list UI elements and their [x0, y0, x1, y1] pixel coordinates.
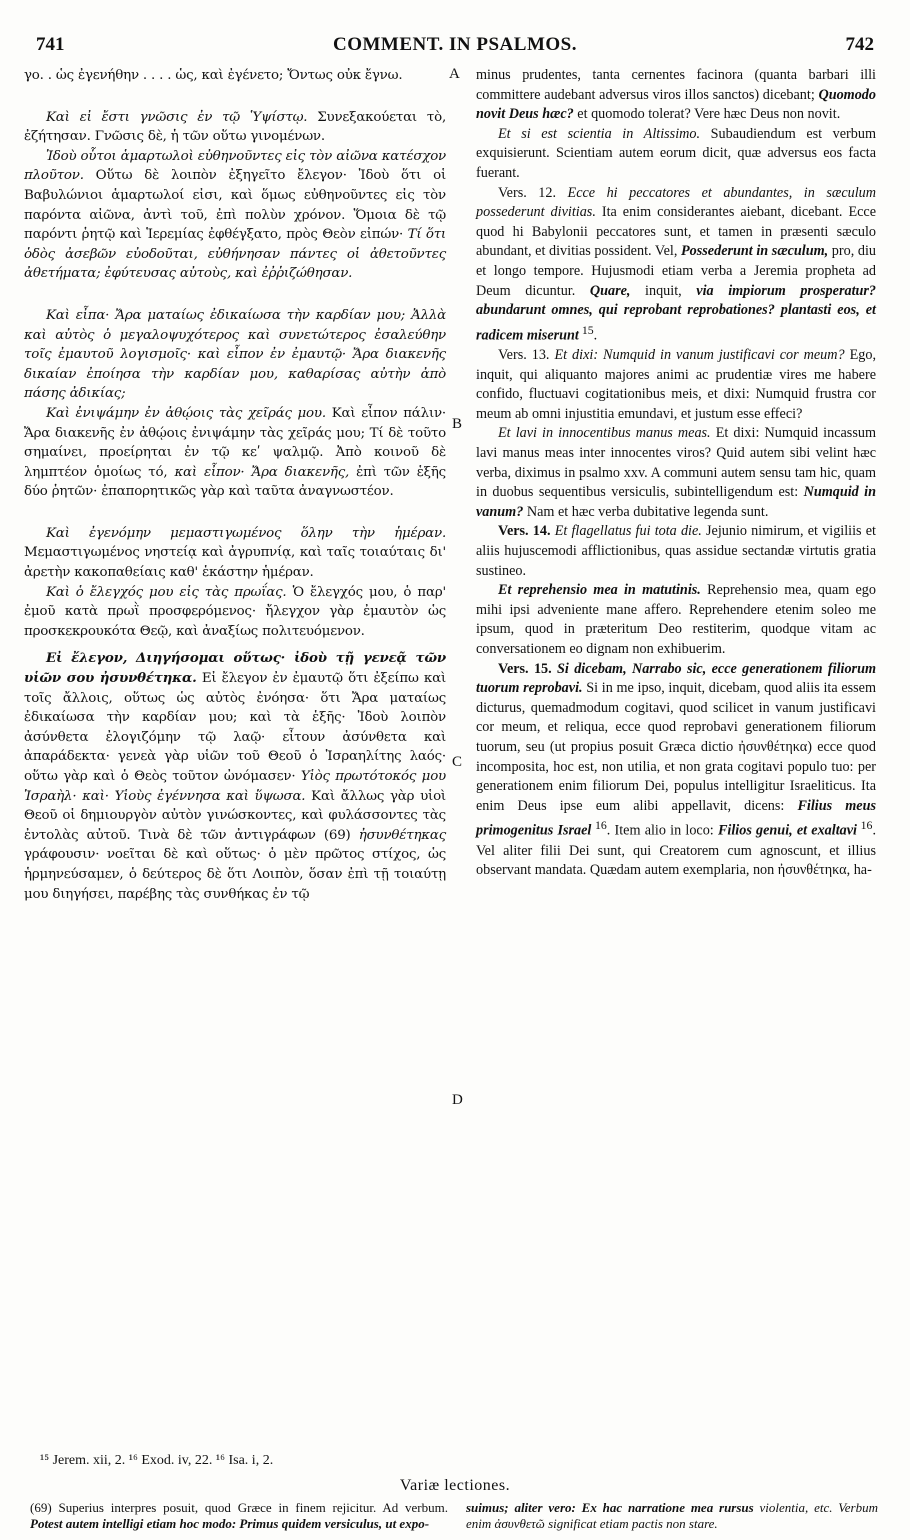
variae-lectiones-left: (69) Superius interpres posuit, quod Græce in finem rejicitur. Ad verbum. Potest autem intelligi etiam hoc modo: Primus quidem versiculus, ut expo-	[30, 1500, 448, 1531]
margin-letter-c: C	[452, 754, 463, 770]
running-title: COMMENT. IN PSALMOS.	[333, 34, 577, 55]
variae-lectiones-right: suimus; aliter vero: Ex hac narratione mea rursus violentia, etc. Verbum enim ἀσυνθετῶ significat etiam pactis non stare.	[466, 1500, 879, 1531]
greek-paragraph: γο. . ὡς ἐγενήθην . . . . ὡς, καὶ ἐγένετο; Ὄντως οὐκ ἔγνω.	[24, 68, 403, 83]
footnote-references: ¹⁵ Jerem. xii, 2. ¹⁶ Exod. iv, 22. ¹⁶ Isa. i, 2.	[40, 1453, 274, 1468]
greek-paragraph: Καὶ ὁ ἔλεγχός μου εἰς τὰς πρωΐας. Ὁ ἔλεγχός μου, ὁ παρ' ἐμοῦ κατὰ πρωῒ προσφερόμενος· ἤλεγχον γὰρ ἐμαυτὸν ὡς προσκεκρουκότα Θεῷ, καὶ ἀναξίως πολιτευόμενον.	[24, 584, 446, 639]
latin-paragraph: minus prudentes, tanta cernentes facinora (quanta barbari illi committere audebant adversus viros illos sanctos) dicebant; Quomodo novit Deus hæc? et quomodo tolerat? Vere hæc Deus non novit.	[476, 67, 876, 123]
margin-letter-d: D	[452, 1092, 463, 1108]
latin-paragraph: Et reprehensio mea in matutinis. Reprehensio mea, quam ego mihi ipsi adveniente mane affero. Reprehendere etenim soleo me ipsum, quod in præteritum Deo restiterim, quodque vitam ac conversationem eo dignam non exhibuerim.	[476, 582, 876, 657]
greek-column	[24, 66, 446, 904]
variae-lectiones-title: Variæ lectiones.	[399, 1477, 511, 1494]
margin-letter-b: B	[452, 416, 463, 432]
latin-paragraph: Vers. 13. Et dixi: Numquid in vanum justificavi cor meum? Ego, inquit, qui aliquanto majores animi ac prudentiæ vires me habere confido, fluctuavi cogitationibus meis, et dixi: Numquid frustra cor meum ab omni injustitia emundavi, et justum esse effeci?	[476, 347, 877, 422]
greek-paragraph: Καὶ εἶπα· Ἄρα ματαίως ἐδικαίωσα τὴν καρδίαν μου; Ἀλλὰ καὶ αὐτὸς ὁ μεγαλοψυχότερος καὶ συνετώτερος ἐσαλεύθην τοῖς ἐμαυτοῦ λογισμοῖς· καὶ εἶπον ἐν ἐμαυτῷ· Ἄρα διακενῆς δικαίαν ἐποίησα τὴν καρδίαν μου, καθαρίσας αὐτὴν ἀπὸ πάσης ἀδικίας;	[24, 307, 446, 402]
latin-paragraph: Et si est scientia in Altissimo. Subaudiendum est verbum exquisierunt. Scientiam autem eorum dicit, quæ adversus eos facta fuerant.	[476, 125, 876, 181]
margin-letter-a: A	[449, 66, 460, 82]
page-number-right: 742	[845, 34, 874, 55]
greek-paragraph: Καὶ ἐνιψάμην ἐν ἀθῴοις τὰς χεῖράς μου. Καὶ εἶπον πάλιν· Ἄρα διακενῆς ἐν ἀθῴοις ἐνιψάμην τὰς χεῖράς μου; Τί δὲ τοῦτο σημαίνει, προείρηται ἐν τῷ κεʹ ψαλμῷ. Ἀπὸ κοινοῦ δὲ λημπτέον ὁμοίως τό, καὶ εἶπον· Ἄρα διακενῆς, ἐπὶ τῶν ἑξῆς δύο ῥητῶν· ἐπαπορητικῶς γὰρ καὶ ταῦτα ἀναγνωστέον.	[24, 405, 446, 500]
page-header	[36, 34, 874, 60]
latin-paragraph: Vers. 15. Si dicebam, Narrabo sic, ecce generationem filiorum tuorum reprobavi. Si in me ipso, inquit, dicebam, quod aliis ita essem dicturus, quemadmodum cogitavi, quod scilicet in vanum justificavi cor meum, et reliqua, ecce quod reprobavi generationem filiorum tuorum, seu (ut propius posuit Græca dictio ἠσυνθέτηκα) ecce quod incomposita, hoc est, non utilia, et non grata cogitavi populo tuo: per generationem enim filiorum Dei, populus intelligitur Israeliticus. Ita enim Deus ipse eum alibi appellavit, dicens: Filius meus primogenitus Israel $^{16}$. Item alio in loco: Filios genui, et exaltavi $^{16}$. Vel aliter filii Dei sunt, qui Creatorem cum agnoscunt, et illius observant mandata. Quædam autem exemplaria, non ἠσυνθέτηκα, ha-	[476, 660, 877, 879]
page-number-left: 741	[36, 34, 65, 55]
greek-paragraph: Ἰδοὺ οὗτοι ἁμαρτωλοὶ εὐθηνοῦντες εἰς τὸν αἰῶνα κατέσχον πλοῦτον. Οὕτω δὲ λοιπὸν ἐξηγεῖτο ἔλεγον· Ἰδοὺ ὅτι οἱ Βαβυλώνιοι ἁμαρτωλοί εἰσι, καὶ ὅμως εὐθηνοῦντες εἰς τὸν παρόντα αἰῶνα, ἀντὶ τοῦ, ἐπὶ πολὺν χρόνον. Ὅμοια δὲ τῷ παρόντι ῥητῷ καὶ Ἱερεμίας ἐφθέγξατο, πρὸς Θεὸν εἰπών· Τί ὅτι ὁδὸς ἀσεβῶν εὐοδοῦται, εὐθήνησαν πάντες οἱ ἀθετοῦντες ἀθετήματα; ἐφύτευσας αὐτοὺς, καὶ ἐῤῥιζώθησαν.	[24, 148, 446, 282]
latin-column	[476, 66, 876, 881]
greek-paragraph: Καὶ ἐγενόμην μεμαστιγωμένος ὅλην τὴν ἡμέραν. Μεμαστιγωμένος νηστείᾳ καὶ ἀγρυπνίᾳ, καὶ ταῖς τοιαύταις δι' ἀρετὴν κακοπαθείαις καθ' ἑκάστην ἡμέραν.	[24, 525, 446, 581]
latin-paragraph: Vers. 12. Ecce hi peccatores et abundantes, in sæculum possederunt divitias. Ita enim considerantes aiebant, dicebant. Ecce quod hi Babylonii peccatores sunt, et tamen in præsenti sæculo abundant, et divitias possident. Vel, Possederunt in sæculum, pro, diu et longo tempore. Hujusmodi etiam verba a Jeremia propheta ad Deum dicuntur. Quare, inquit, via impiorum prosperatur? abundarunt omnes, qui reprobant reprobationes? plantasti eos, et radicem miserunt $^{15}$.	[476, 184, 877, 344]
latin-paragraph: Vers. 14. Et flagellatus fui tota die. Jejunio nimirum, et vigiliis et aliis hujuscemodi afflictionibus, quas assidue sectandæ virtutis gratia sustineo.	[476, 523, 876, 579]
greek-paragraph: Καὶ εἰ ἔστι γνῶσις ἐν τῷ Ὑψίστῳ. Συνεξακούεται τὸ, ἐζήτησαν. Γνῶσις δὲ, ἡ τῶν οὕτω γινομένων.	[24, 109, 447, 145]
latin-paragraph: Et lavi in innocentibus manus meas. Et dixi: Numquid incassum lavi manus meas inter innocentes viros? Quid autem sibi velint hæc verba, diximus in psalmo xxv. A communi autem sensu tam hic, quam in duobus sequentibus versiculis, subintelligendum est: Numquid in vanum? Nam et hæc verba dubitative legenda sunt.	[476, 425, 877, 520]
greek-paragraph: Εἰ ἔλεγον, Διηγήσομαι οὕτως· ἰδοὺ τῇ γενεᾷ τῶν υἱῶν σου ἠσυνθέτηκα. Εἰ ἔλεγον ἐν ἐμαυτῷ ὅτι ἐξείπω καὶ τοῖς ἄλλοις, οὕτως ὡς αὐτὸς ἐνόησα· ὅτι Ἄρα ματαίως ἐδικαίωσα τὴν καρδίαν μου; καὶ τὰ ἑξῆς· Ἰδοὺ λοιπὸν ἀσύνθετα ἐλογιζόμην τῷ λαῷ· εἶτουν ἀσύνθετα καὶ ἀπαράδεκτα· γενεὰ γὰρ υἱῶν τοῦ Θεοῦ ὁ Ἰσραηλίτης λαός· οὕτω γὰρ καὶ ὁ Θεὸς τοῦτον ὠνόμασεν· Υἱὸς πρωτότοκός μου Ἰσραὴλ· καὶ· Υἱοὺς ἐγέννησα καὶ ὕψωσα. Καὶ ἄλλως γὰρ υἱοὶ Θεοῦ οἱ δημιουργὸν αὐτὸν γινώσκοντες, καὶ φυλάσσοντες τὰς ἐντολὰς αὐτοῦ. Τινὰ δὲ τῶν ἀντιγράφων (69) ἠσυνθέτηκας γράφουσιν· νοεῖται δὲ καὶ οὕτως· ὁ μὲν πρῶτος στίχος, ὡς ἡρμηνεύσαμεν, ὁ δεύτερος δὲ ὅτι Λοιπὸν, ὅσαν ἐπὶ τῇ τοιαύτῃ μου διηγήσει, παρέβης τὰς συνθήκας ἐν τῷ	[24, 650, 446, 902]
